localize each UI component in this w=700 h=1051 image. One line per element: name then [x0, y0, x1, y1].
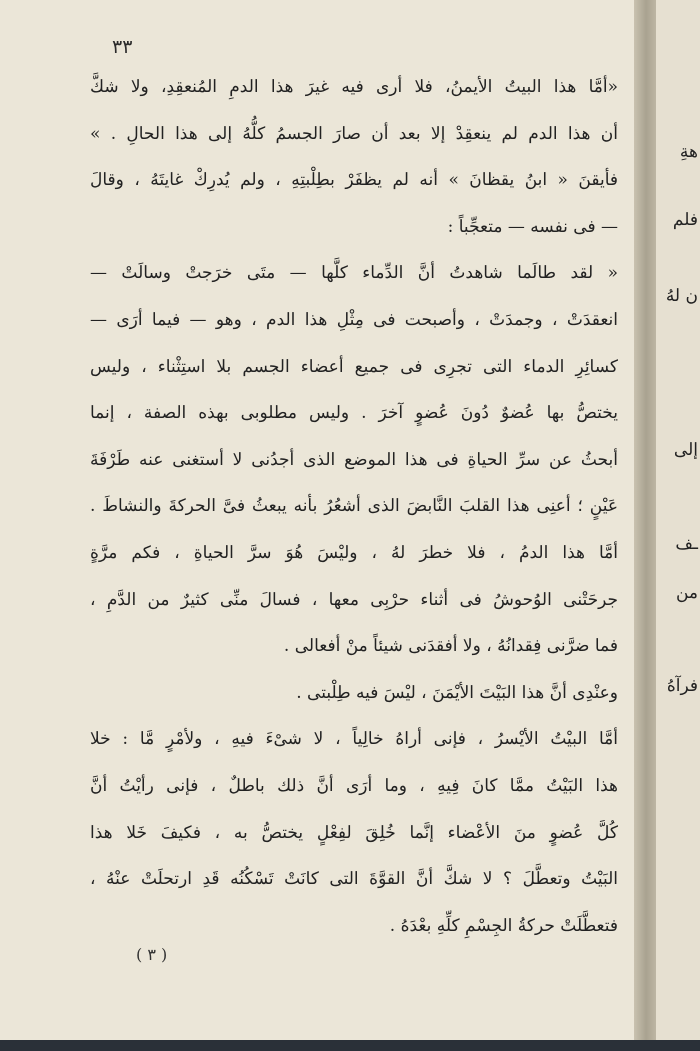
text-line: فما ضرَّنى فِقدانُهُ ، ولا أفقدَنى شيئاً منْ أفعالى .: [283, 636, 618, 657]
book-gutter: [634, 0, 656, 1051]
text-line: يختصُّ بها عُضوٌ دُونَ عُضوٍ آخرَ . وليس مطلوبى بهذه الصفة ، إنما: [90, 403, 618, 424]
text-line: وعنْدِى أنَّ هذا البَيْتَ الأيْمَنَ ، ليْسَ فيه طِلْبتى .: [296, 682, 618, 703]
page-number-top: ٣٣: [112, 36, 133, 58]
text-line: جرحَتْنى الوُحوشُ فى أثناء حرْبِى معها ، فسالَ منِّى كثيرٌ من الدَّمِ ،: [90, 589, 618, 610]
next-page-fragment: إلى: [673, 440, 698, 460]
text-line: أمَّا البيْتُ الأيْسرُ ، فإنى أراهُ خالِياً ، لا شىْءَ فيهِ ، ولأمْرٍ مَّا : خلا: [90, 729, 618, 750]
background-strip: [0, 1040, 700, 1051]
text-line: « لقد طالَما شاهدتُ أنَّ الدِّماء كلَّها — متَى خرَجتْ وسالَتْ —: [90, 263, 618, 284]
text-line: أمَّا هذا الدمُ ، فلا خطرَ لهُ ، وليْسَ هُوَ سرَّ الحياةِ ، فكم مرَّةٍ: [90, 542, 618, 563]
adjacent-page-edge: [656, 0, 700, 1040]
text-line: عَيْنٍ ؛ أعنِى هذا القلبَ النَّابضَ الذى أشعُرُ بأنه يبعثُ فىَّ الحركةَ والنشاطَ .: [90, 496, 618, 517]
text-line: أبحثُ عن سرِّ الحياةِ فى هذا الموضع الذى أجدُنى لا أستغنى عنه طَرْفَةَ: [90, 449, 618, 470]
next-page-fragment: من: [675, 583, 698, 603]
text-line: — فى نفسه — متعجِّباً :: [447, 216, 618, 237]
text-line: فتعطَّلَتْ حركةُ الجِسْمِ كلِّهِ بعْدَهُ .: [389, 915, 618, 936]
next-page-fragment: فلم: [672, 210, 698, 230]
page-number-footer: ( ٣ ): [136, 945, 168, 964]
text-line: «أمَّا هذا البيتُ الأيمنُ، فلا أرى فيه غيرَ هذا الدمِ المُنعقِدِ، ولا شكَّ: [90, 77, 618, 97]
page-body-text: [90, 64, 618, 949]
text-line: فأيقنَ « ابنُ يقظانَ » أنه لم يظفَرْ بطِلْبتِهِ ، ولم يُدرِكْ غايتَهُ ، وقالَ: [90, 170, 618, 191]
text-line: هذا البَيْتُ ممَّا كانَ فِيهِ ، وما أرَى أنَّ ذلك باطلٌ ، فإنى رأيْتُ أنَّ: [90, 775, 618, 796]
next-page-fragment: ـف: [675, 534, 698, 554]
next-page-fragment: ن لهُ: [665, 286, 698, 306]
text-line: كسائِرِ الدماء التى تجرِى فى جميع أعضاء الجسم بلا استِثْناء ، وليس: [90, 356, 618, 377]
next-page-fragment: فرآهُ: [666, 676, 698, 696]
text-line: البَيْتُ وتعطَّلَ ؟ لا شكَّ أنَّ القوَّةَ التى كانَتْ تَسْكُنُه قَدِ ارتحلَتْ عنْهُ ،: [90, 869, 618, 890]
next-page-fragment: هةِ: [679, 142, 698, 162]
text-line: انعقدَتْ ، وجمدَتْ ، وأصبحت فى مِثْلِ هذا الدم ، وهو — فيما أرَى —: [90, 309, 618, 330]
text-line: أن هذا الدم لم ينعقِدْ إلا بعد أن صارَ الجسمُ كلُّهُ إلى هذا الحالِ . »: [90, 123, 618, 144]
text-line: كُلَّ عُضوٍ منَ الأعْضاء إنَّما خُلِقَ لفِعْلٍ يختصُّ به ، فكيفَ خَلا هذا: [90, 822, 618, 843]
